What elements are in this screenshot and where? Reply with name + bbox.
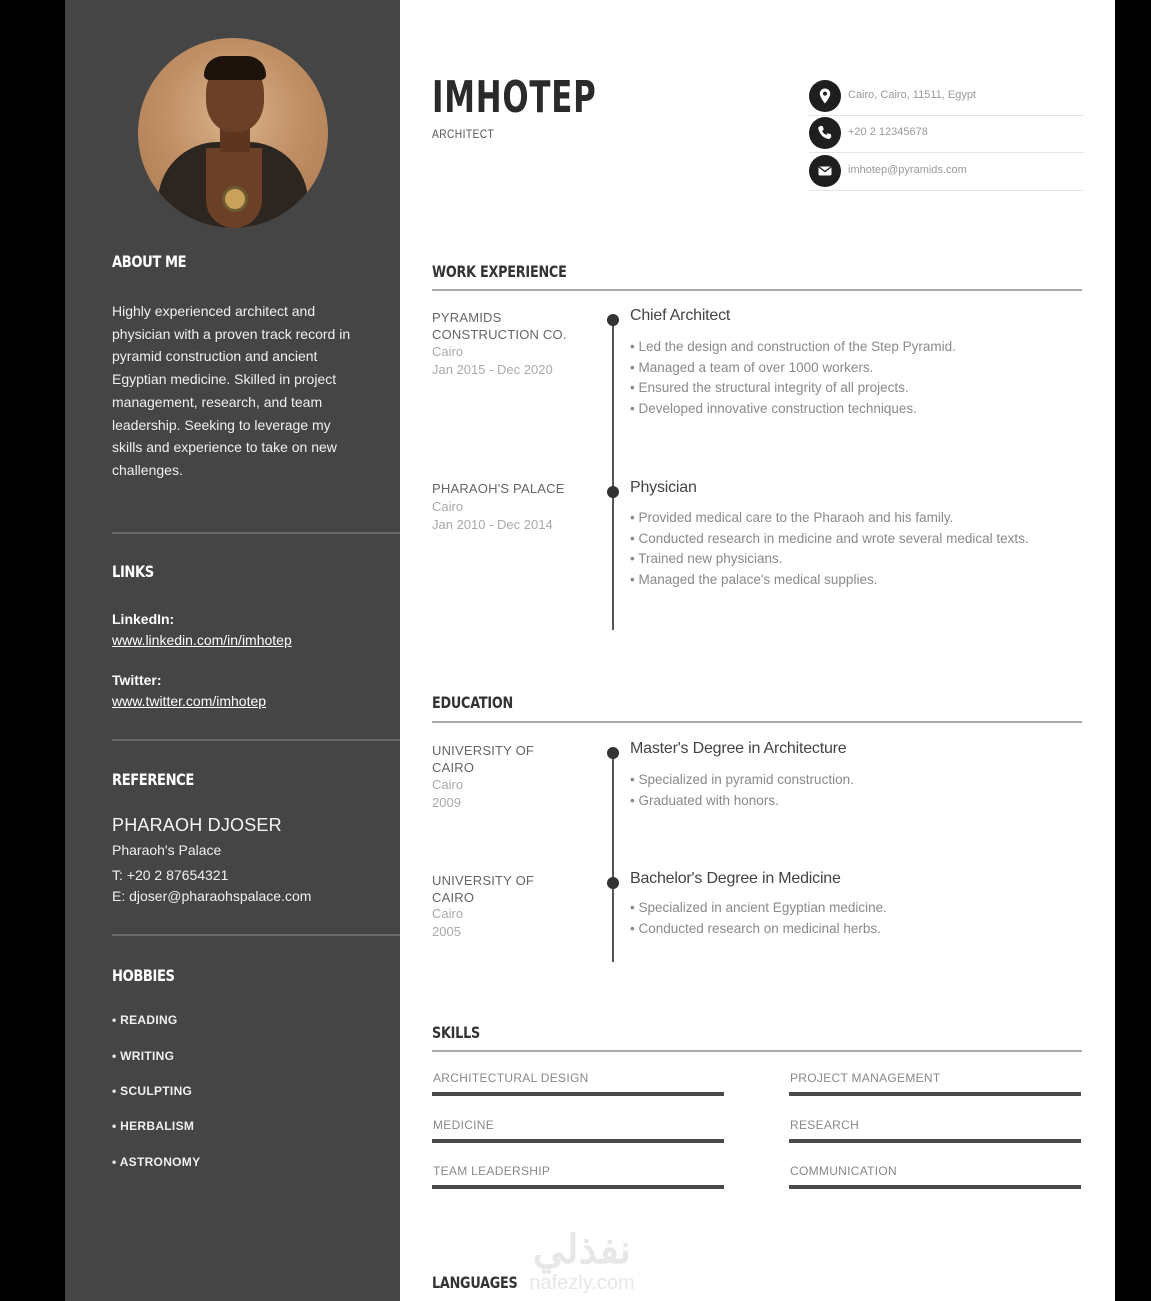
- hobby-item: • ASTRONOMY: [112, 1155, 201, 1169]
- job-dates: Jan 2010 - Dec 2014: [432, 517, 553, 532]
- skill-bar-fill: [789, 1092, 1081, 1096]
- skill-bar: [432, 1185, 724, 1189]
- skill-bar: [789, 1185, 1081, 1189]
- languages-heading: LANGUAGES: [432, 1273, 518, 1292]
- links-heading: LINKS: [112, 562, 154, 581]
- edu-bullet: • Conducted research on medicinal herbs.: [630, 920, 881, 936]
- skill-bar-fill: [789, 1185, 1081, 1189]
- sidebar-divider: [112, 934, 400, 936]
- reference-org: Pharaoh's Palace: [112, 842, 222, 858]
- hobby-item: • HERBALISM: [112, 1119, 195, 1133]
- timeline-line: [612, 750, 614, 962]
- resume-page: [65, 0, 1115, 1301]
- job-bullet: • Conducted research in medicine and wrote several medical texts.: [630, 530, 1029, 546]
- job-bullet: • Managed a team of over 1000 workers.: [630, 359, 874, 375]
- skill-bar: [789, 1092, 1081, 1096]
- edu-bullets: [630, 898, 1060, 939]
- job-org: PHARAOH'S PALACE: [432, 481, 565, 496]
- job-role: Physician: [630, 479, 697, 496]
- contact-address-text: Cairo, Cairo, 11511, Egypt: [848, 89, 976, 101]
- timeline-dot: [607, 747, 619, 759]
- edu-org: UNIVERSITY OF CAIRO: [432, 743, 535, 775]
- section-rule: [432, 289, 1082, 291]
- hobby-item: • WRITING: [112, 1049, 175, 1063]
- section-rule: [432, 721, 1082, 723]
- edu-dates: 2005: [432, 924, 461, 939]
- job-dates: Jan 2015 - Dec 2020: [432, 362, 553, 377]
- edu-degree: Master's Degree in Architecture: [630, 740, 847, 757]
- skill-bar-fill: [432, 1139, 724, 1143]
- timeline-dot: [607, 314, 619, 326]
- skill-bar: [789, 1139, 1081, 1143]
- edu-dates: 2009: [432, 795, 461, 810]
- job-bullet: • Trained new physicians.: [630, 551, 783, 567]
- skill-name: PROJECT MANAGEMENT: [790, 1071, 941, 1085]
- contact-email-text: imhotep@pyramids.com: [848, 164, 967, 176]
- timeline-line: [612, 320, 614, 630]
- about-heading: ABOUT ME: [112, 252, 187, 271]
- skill-bar-fill: [432, 1092, 724, 1096]
- job-role: Chief Architect: [630, 307, 731, 324]
- reference-name: PHARAOH DJOSER: [112, 815, 282, 835]
- hobby-item: • SCULPTING: [112, 1084, 193, 1098]
- skill-bar: [432, 1092, 724, 1096]
- phone-icon: [809, 117, 841, 149]
- reference-heading: REFERENCE: [112, 770, 194, 789]
- skill-name: COMMUNICATION: [790, 1164, 898, 1178]
- sidebar: [65, 0, 400, 1301]
- hobbies-heading: HOBBIES: [112, 966, 175, 985]
- skill-name: MEDICINE: [433, 1118, 495, 1132]
- contact-phone-text: +20 2 12345678: [848, 126, 928, 138]
- edu-bullet: • Specialized in ancient Egyptian medicine.: [630, 900, 887, 915]
- contact-email: [809, 155, 1084, 191]
- about-text: Highly experienced architect and physician with a proven track record in pyramid construction and ancient Egyptian medicine. Skilled in project management, research, and team leadership. Seeking to leverage my skills and experience to take on new challenges.: [112, 303, 351, 478]
- edu-org: UNIVERSITY OF CAIRO: [432, 873, 535, 905]
- twitter-link[interactable]: www.twitter.com/imhotep: [112, 693, 267, 709]
- edu-bullet: • Graduated with honors.: [630, 792, 779, 808]
- job-bullet: • Led the design and construction of the Step Pyramid.: [630, 339, 956, 354]
- watermark: [507, 1228, 657, 1294]
- edu-bullet: • Specialized in pyramid construction.: [630, 772, 854, 787]
- skill-bar-fill: [432, 1185, 724, 1189]
- job-location: Cairo: [432, 499, 464, 514]
- job-bullets: [630, 508, 1060, 591]
- timeline-dot: [607, 877, 619, 889]
- edu-degree: Bachelor's Degree in Medicine: [630, 870, 841, 887]
- timeline-dot: [607, 486, 619, 498]
- job-bullet: • Provided medical care to the Pharaoh and his family.: [630, 510, 954, 525]
- reference-phone: T: +20 2 87654321: [112, 867, 229, 883]
- job-org: PYRAMIDS CONSTRUCTION CO.: [432, 310, 567, 342]
- candidate-title: ARCHITECT: [432, 127, 495, 141]
- twitter-label: Twitter:: [112, 672, 162, 688]
- candidate-name: IMHOTEP: [432, 72, 597, 123]
- job-bullet: • Ensured the structural integrity of all projects.: [630, 380, 909, 396]
- education-heading: EDUCATION: [432, 693, 513, 712]
- edu-location: Cairo: [432, 777, 464, 792]
- skill-name: TEAM LEADERSHIP: [433, 1164, 551, 1178]
- work-experience-heading: WORK EXPERIENCE: [432, 262, 567, 281]
- hobby-item: • READING: [112, 1013, 178, 1027]
- contact-phone: [809, 117, 1084, 153]
- job-bullet: • Developed innovative construction techniques.: [630, 401, 917, 417]
- contact-address: [809, 80, 1084, 116]
- linkedin-link[interactable]: www.linkedin.com/in/imhotep: [112, 632, 292, 648]
- skill-name: RESEARCH: [790, 1118, 860, 1132]
- location-pin-icon: [809, 80, 841, 112]
- skill-bar-fill: [789, 1139, 1081, 1143]
- job-bullet: • Managed the palace's medical supplies.: [630, 572, 878, 588]
- skills-heading: SKILLS: [432, 1023, 480, 1042]
- linkedin-label: LinkedIn:: [112, 611, 175, 627]
- job-bullets: [630, 337, 1060, 420]
- skill-bar: [432, 1139, 724, 1143]
- reference-email: E: djoser@pharaohspalace.com: [112, 888, 312, 904]
- watermark-latin: nafezly.com: [529, 1272, 635, 1294]
- skill-name: ARCHITECTURAL DESIGN: [433, 1071, 589, 1085]
- email-icon: [809, 155, 841, 187]
- watermark-arabic: نفذلي: [533, 1228, 631, 1272]
- sidebar-divider: [112, 739, 400, 741]
- job-location: Cairo: [432, 344, 464, 359]
- edu-location: Cairo: [432, 906, 464, 921]
- section-rule: [432, 1050, 1082, 1052]
- edu-bullets: [630, 770, 1060, 811]
- profile-photo: [138, 38, 328, 228]
- sidebar-divider: [112, 532, 400, 534]
